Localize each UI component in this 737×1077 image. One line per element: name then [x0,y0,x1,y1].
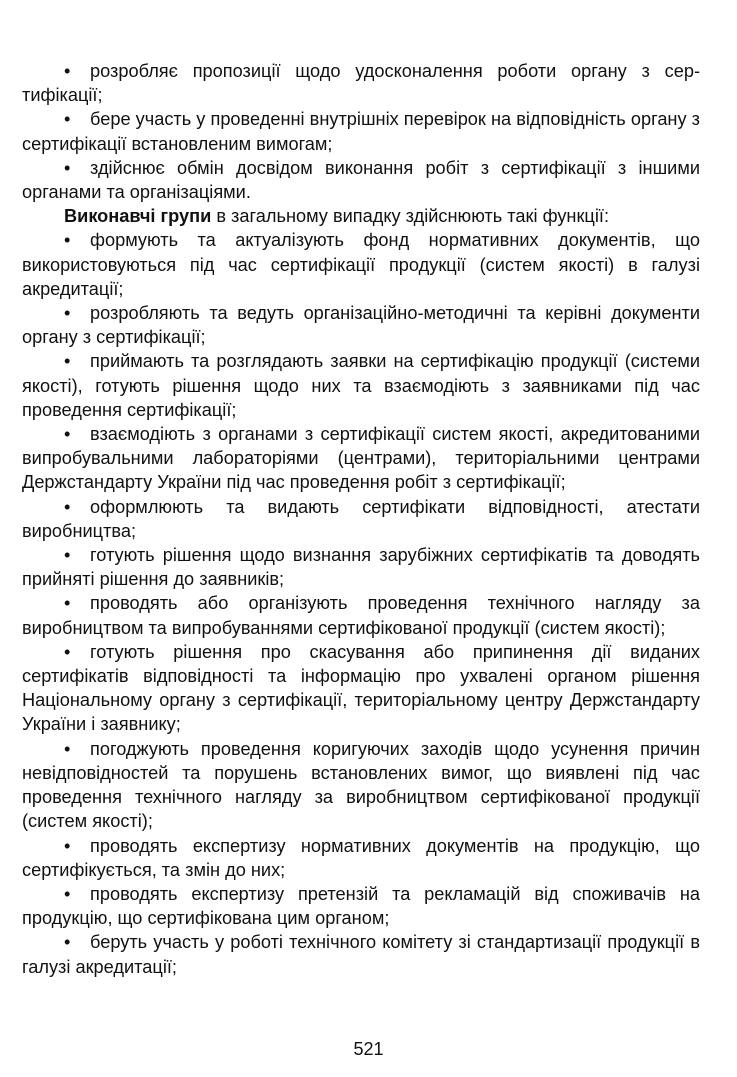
bullet-paragraph [22,59,700,107]
bullet-marker: • [64,593,71,614]
lead-paragraph [22,204,700,228]
paragraph-text: беруть участь у роботі технічного комітету зі стандартизації продукції в галузі акредитації; [22,932,700,977]
bullet-paragraph [22,422,700,495]
bullet-marker: • [64,351,71,372]
bullet-paragraph [22,640,700,737]
paragraph-text: проводять експертизу нормативних документів на продукцію, що сертифікується, та змін до них; [22,835,700,880]
bullet-paragraph [22,882,700,930]
bullet-paragraph [22,301,700,349]
paragraph-text: розробляють та ведуть організаційно-методичні та керівні документи органу з сертифікації; [22,303,700,348]
bullet-paragraph [22,495,700,543]
bullet-marker: • [64,738,71,759]
bullet-paragraph [22,834,700,882]
bullet-paragraph [22,591,700,639]
page-body [22,59,700,979]
paragraph-text: готують рішення щодо визнання зарубіжних сертифікатів та доводять прийняті рішення до заявників; [22,545,700,590]
paragraph-text: погоджують проведення коригуючих заходів щодо усунення причин невідповідностей та порушень встановлених вимог, що виявлені під час проведення технічного нагляду за виробництвом сертифікованої продукції (систем якості); [22,738,700,832]
bullet-marker: • [64,157,71,178]
bullet-paragraph [22,543,700,591]
paragraph-text: взаємодіють з органами з сертифікації систем якості, акредитованими випробувальними лабораторіями (центрами), територіальними центрами Держстандарту України під час проведення робіт з сертифікації; [22,424,700,493]
paragraph-text: розробляє пропозиції щодо удосконалення роботи органу з сертифікації; [22,61,700,106]
paragraph-text: в загальному випадку здійснюють такі функції: [211,206,609,227]
paragraph-text: здійснює обмін досвідом виконання робіт з сертифікації з іншими органами та організаціями. [22,157,700,203]
paragraph-text: бере участь у проведенні внутрішніх перевірок на відповідність органу з сертифікації встановленим вимогам; [22,109,700,154]
bullet-marker: • [64,545,71,566]
bullet-marker: • [64,303,71,324]
bullet-paragraph [22,349,700,422]
bullet-paragraph [22,107,700,155]
bullet-marker: • [64,61,71,81]
paragraph-text: готують рішення про скасування або припинення дії виданих сертифікатів відповідності та інформацію про ухвалені органом рішення Національному органу з сертифікації, територіальному центру Держстандарту України і заявнику; [22,641,700,735]
paragraph-text: формують та актуалізують фонд нормативних документів, що використовуються під час сертифікації продукції (систем якості) в галузі акредитації; [22,230,700,299]
paragraph-text: проводять експертизу претензій та рекламацій від споживачів на продукцію, що сертифікована цим органом; [22,883,700,929]
bullet-paragraph [22,156,700,204]
paragraph-text: проводять або організують проведення технічного нагляду за виробництвом та випробуваннями сертифікованої продукції (систем якості); [22,593,700,638]
bullet-marker: • [64,883,71,904]
paragraph-text: оформлюють та видають сертифікати відповідності, атестати виробництва; [22,496,700,541]
bullet-marker: • [64,109,71,130]
bullet-marker: • [64,835,71,856]
bullet-marker: • [64,932,71,953]
bullet-paragraph [22,737,700,834]
bullet-marker: • [64,496,71,517]
paragraph-text: приймають та розглядають заявки на сертифікацію продукції (системи якості), готують рішення щодо них та взаємодіють з заявниками під час проведення сертифікації; [22,351,700,420]
bullet-paragraph [22,228,700,301]
bullet-marker: • [64,641,71,662]
lead-term: Виконавчі групи [64,206,212,227]
bullet-paragraph [22,930,700,978]
bullet-marker: • [64,424,71,445]
page-number: 521 [353,1039,384,1059]
bullet-marker: • [64,230,71,251]
